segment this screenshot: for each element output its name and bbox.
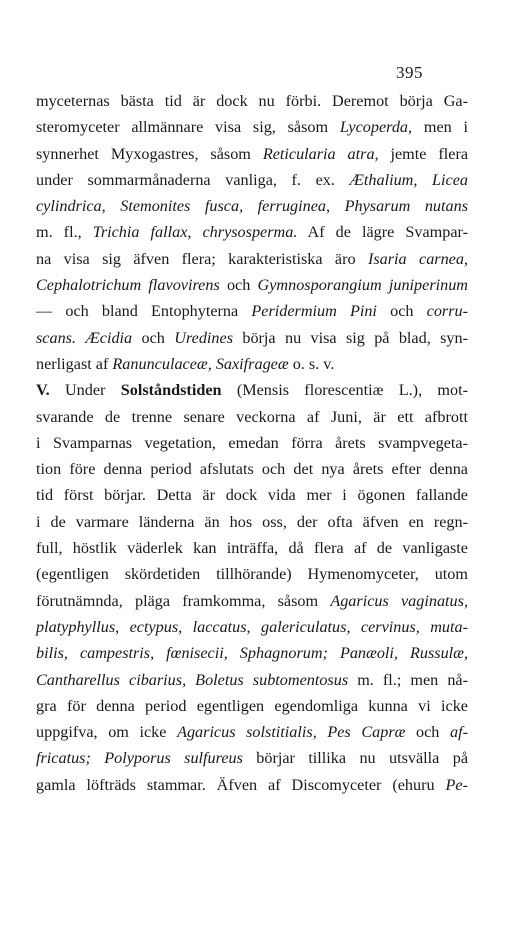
italic-text: af- [450, 723, 468, 742]
text-line [36, 404, 468, 430]
text-segment: börjar tillika nu utsvälla på [242, 749, 469, 768]
text-line [36, 772, 468, 798]
italic-text: Agaricus vaginatus, [330, 591, 468, 610]
text-segment: och [376, 302, 427, 321]
text-segment: m. fl., [36, 223, 93, 242]
italic-text: Pe- [445, 775, 468, 794]
text-segment: tion före denna period afslutats och det nya årets efter denna [36, 460, 468, 479]
bold-text: V. [36, 381, 50, 400]
text-line [36, 509, 468, 535]
italic-text: Ranunculaceæ, Saxifrageæ [112, 354, 289, 373]
text-segment: och [219, 276, 258, 295]
text-line [36, 298, 468, 324]
italic-text: Gymnosporangium juniperinum [257, 276, 468, 295]
text-segment: tid först börjar. Detta är dock vida mer i ögonen fallande [36, 486, 468, 505]
italic-text: Æcidia [85, 328, 133, 347]
text-line [36, 693, 468, 719]
italic-text: Polyporus sulfureus [104, 749, 243, 768]
text-segment: gamla löfträds stammar. Äfven af Discomyceter (ehuru [36, 775, 446, 794]
italic-text: Uredines [174, 328, 233, 347]
italic-text: cylindrica, Stemonites fusca, ferruginea, Physarum nutans [36, 197, 468, 216]
italic-text: Lycoperda, [339, 118, 413, 137]
text-segment [76, 329, 85, 347]
text-segment: m. fl.; men nå- [348, 670, 469, 689]
text-segment: synnerhet Myxogastres, såsom [36, 144, 263, 163]
text-segment: gra för denna period egentligen egendomliga kunna vi icke [36, 696, 468, 715]
text-segment: förutnämnda, pläga framkomma, såsom [36, 591, 331, 610]
text-line [36, 246, 468, 272]
body-text [36, 88, 468, 798]
text-segment: full, höstlik väderlek kan inträffa, då flera af de vanligaste [36, 539, 468, 558]
italic-text: Agaricus solstitialis, Pes Capræ [177, 723, 406, 742]
text-segment: (Mensis florescentiæ L.), mot- [221, 381, 469, 400]
italic-text: Cantharellus cibarius, Boletus subtomentosus [36, 670, 349, 689]
italic-text: Trichia fallax, chrysosperma. [92, 223, 298, 242]
text-segment: börja nu visa sig på blad, syn- [233, 328, 468, 347]
text-segment: nerligast af [36, 354, 113, 373]
text-line [36, 325, 468, 351]
text-line [36, 272, 468, 298]
italic-text: Panæoli, Russulæ, [339, 644, 468, 663]
italic-text: bilis, campestris, fœnisecii, Sphagnorum; [36, 644, 328, 663]
text-line [36, 561, 468, 587]
text-segment: svarande de trenne senare veckorna af Juni, är ett afbrott [36, 407, 468, 426]
text-line [36, 88, 468, 114]
text-line [36, 588, 468, 614]
text-segment: (egentligen skördetiden tillhörande) Hymenomyceter, utom [36, 565, 468, 584]
text-segment [91, 749, 104, 767]
text-line [36, 377, 468, 403]
text-line [36, 667, 468, 693]
italic-text: Isaria carnea, [367, 249, 469, 268]
text-line [36, 114, 468, 140]
italic-text: platyphyllus, ectypus, laccatus, galericulatus, cervinus, muta- [36, 617, 468, 636]
text-line [36, 456, 468, 482]
text-segment: na visa sig äfven flera; karakteristiska äro [36, 249, 368, 268]
text-segment: och [132, 328, 175, 347]
text-segment: o. s. v. [288, 354, 335, 373]
italic-text: corru- [426, 302, 469, 321]
italic-text: Æthalium, Licea [349, 170, 468, 189]
italic-text: Peridermium Pini [251, 302, 377, 321]
italic-text: scans. [36, 328, 77, 347]
text-line [36, 745, 468, 771]
text-segment: och [405, 723, 451, 742]
italic-text: Reticularia atra, [262, 144, 379, 163]
text-line [36, 482, 468, 508]
text-line [36, 193, 468, 219]
text-segment: jemte flera [378, 144, 469, 163]
text-line [36, 430, 468, 456]
text-line [36, 167, 468, 193]
text-segment: i de varmare länderna än hos oss, der ofta äfven en regn- [36, 512, 468, 531]
text-segment: Under [49, 381, 121, 400]
text-segment: i Svamparnas vegetation, emedan förra årets svampvegeta- [36, 433, 468, 452]
text-segment: men i [412, 118, 468, 137]
italic-text: fricatus; [36, 749, 91, 768]
text-line [36, 141, 468, 167]
italic-text: Cephalotrichum flavovirens [36, 276, 220, 295]
text-segment: steromyceter allmännare visa sig, såsom [36, 118, 340, 137]
text-line [36, 614, 468, 640]
text-line [36, 535, 468, 561]
text-segment: under sommarmånaderna vanliga, f. ex. [36, 170, 350, 189]
text-line [36, 719, 468, 745]
bold-text: Solståndstiden [120, 381, 222, 400]
page-number: 395 [396, 63, 423, 82]
text-line [36, 351, 468, 377]
text-segment [328, 644, 340, 662]
text-line [36, 640, 468, 666]
text-segment: uppgifva, om icke [36, 723, 178, 742]
text-line [36, 219, 468, 245]
text-segment: Af de lägre Svampar- [297, 223, 468, 242]
text-segment: myceternas bästa tid är dock nu förbi. Deremot börja Ga- [36, 92, 468, 110]
text-segment: — och bland Entophyterna [36, 302, 252, 321]
